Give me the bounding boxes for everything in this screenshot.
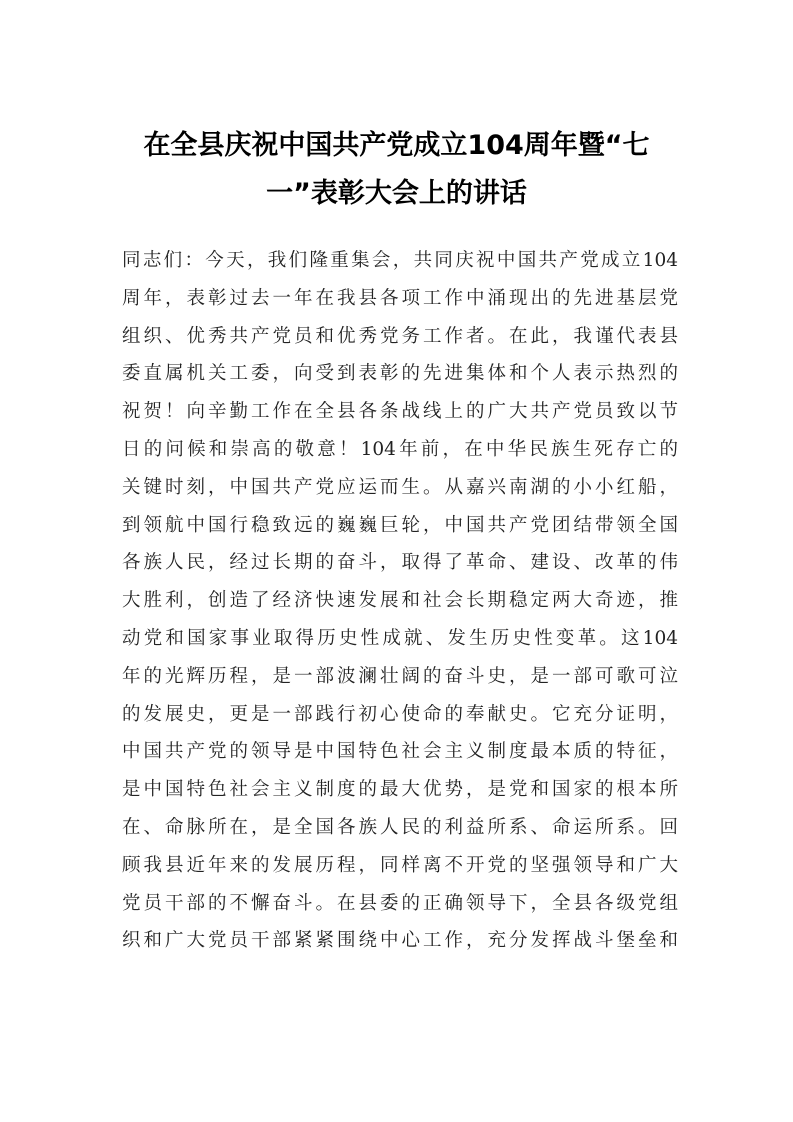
body-line: 周年，表彰过去一年在我县各项工作中涌现出的先进基层党 xyxy=(122,287,678,309)
document-title xyxy=(110,122,683,218)
body-line: 关键时刻，中国共产党应运而生。从嘉兴南湖的小小红船， xyxy=(122,476,678,498)
body-line: 组织、优秀共产党员和优秀党务工作者。在此，我谨代表县 xyxy=(122,325,678,347)
body-line: 各族人民，经过长期的奋斗，取得了革命、建设、改革的伟 xyxy=(122,552,678,574)
body-line: 顾我县近年来的发展历程，同样离不开党的坚强领导和广大 xyxy=(122,854,678,876)
title-line: 一”表彰大会上的讲话 xyxy=(266,178,527,209)
document-body xyxy=(122,242,678,960)
body-line: 是中国特色社会主义制度的最大优势，是党和国家的根本所 xyxy=(122,779,678,801)
body-line: 的发展史，更是一部践行初心使命的奉献史。它充分证明， xyxy=(122,703,678,725)
body-line: 到领航中国行稳致远的巍巍巨轮，中国共产党团结带领全国 xyxy=(122,514,678,536)
body-line: 祝贺！向辛勤工作在全县各条战线上的广大共产党员致以节 xyxy=(122,401,678,423)
body-line: 动党和国家事业取得历史性成就、发生历史性变革。这104 xyxy=(122,627,678,649)
body-line: 同志们：今天，我们隆重集会，共同庆祝中国共产党成立104 xyxy=(122,250,678,271)
body-line: 日的问候和崇高的敬意！104年前，在中华民族生死存亡的 xyxy=(122,438,678,460)
body-line: 委直属机关工委，向受到表彰的先进集体和个人表示热烈的 xyxy=(122,363,678,385)
body-line: 党员干部的不懈奋斗。在县委的正确领导下，全县各级党组 xyxy=(122,892,678,914)
title-line: 在全县庆祝中国共产党成立104周年暨“七 xyxy=(143,130,650,161)
body-line: 年的光辉历程，是一部波澜壮阔的奋斗史，是一部可歌可泣 xyxy=(122,665,678,687)
body-line: 中国共产党的领导是中国特色社会主义制度最本质的特征， xyxy=(122,741,678,763)
body-line: 大胜利，创造了经济快速发展和社会长期稳定两大奇迹，推 xyxy=(122,590,678,612)
body-line: 在、命脉所在，是全国各族人民的利益所系、命运所系。回 xyxy=(122,816,678,838)
body-line: 织和广大党员干部紧紧围绕中心工作，充分发挥战斗堡垒和 xyxy=(122,930,678,952)
